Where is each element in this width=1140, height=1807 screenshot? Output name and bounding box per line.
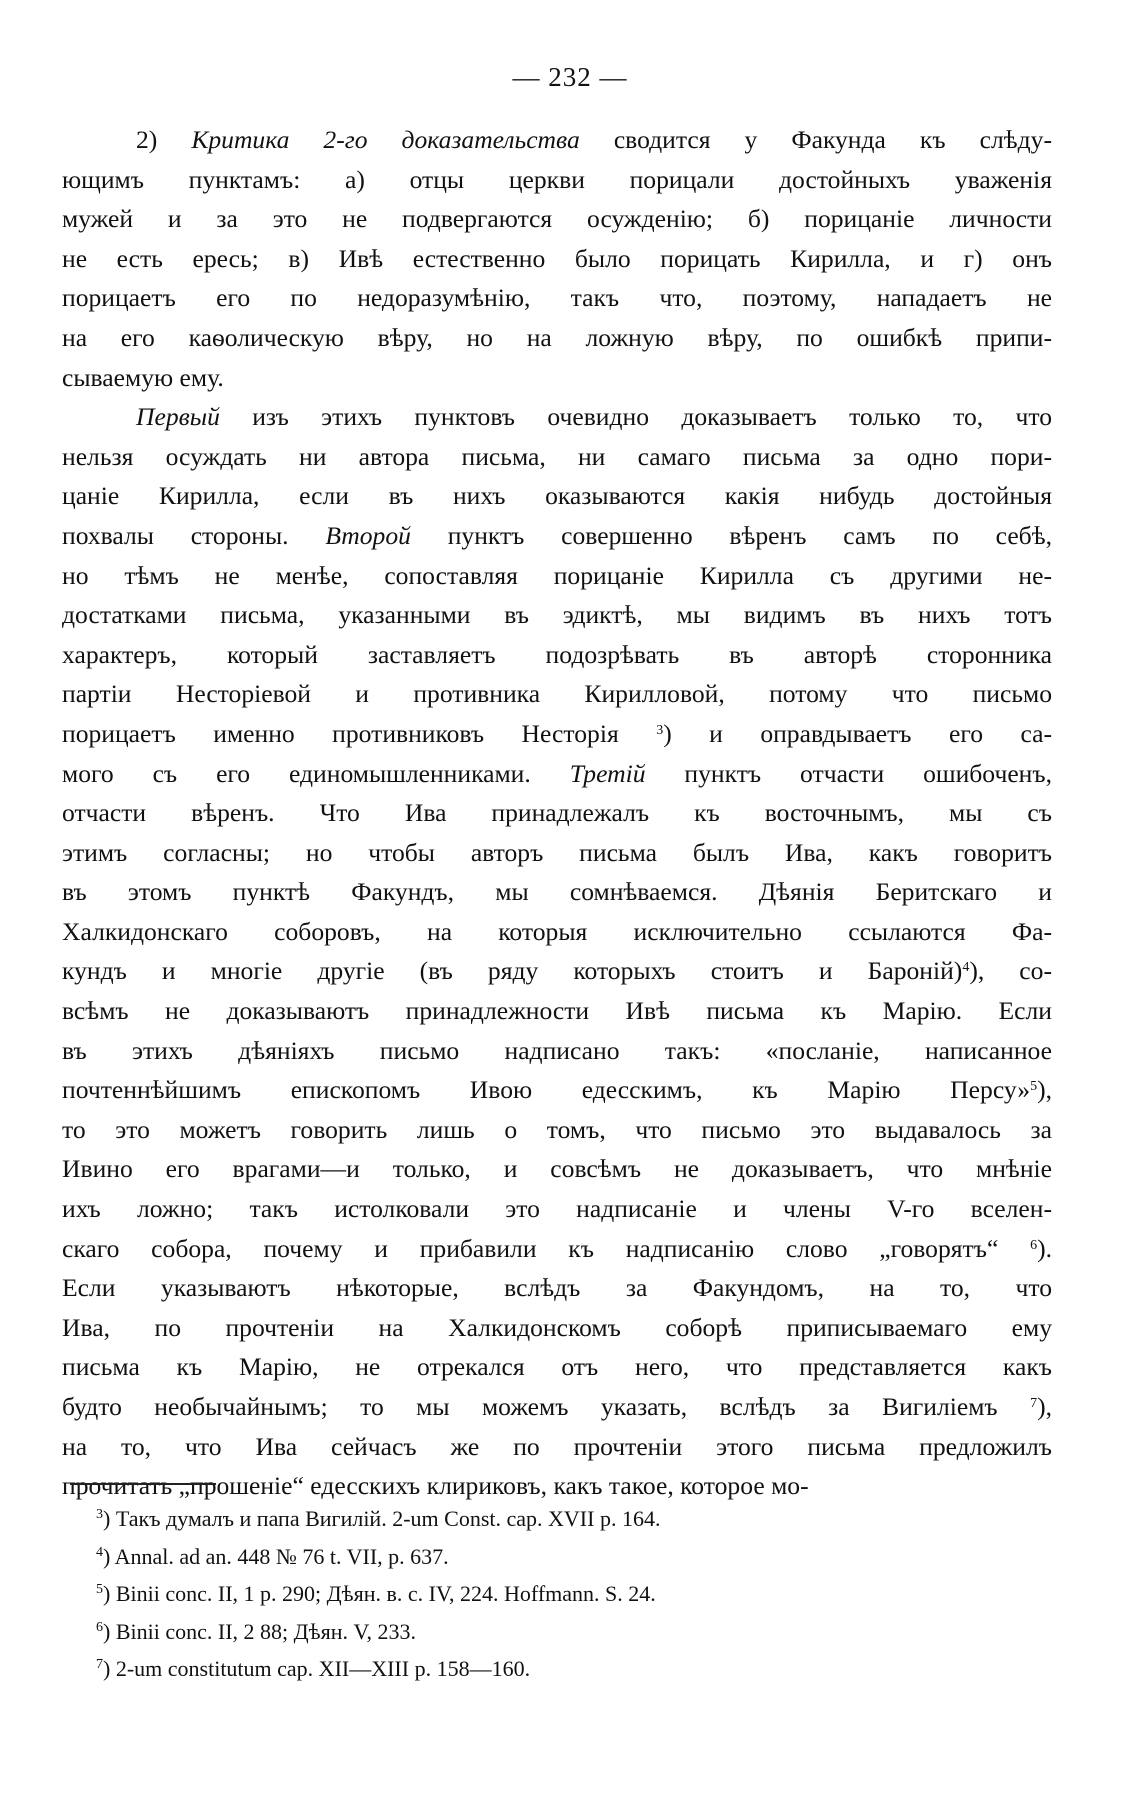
text-run: 2): [136, 125, 192, 154]
text-run: пунктъ совершенно вѣренъ самъ по себѣ,: [410, 520, 1052, 550]
footnote: [96, 1613, 996, 1651]
text-run: характеръ, который заставляетъ подозрѣвать въ авторѣ сторонника: [62, 639, 1052, 669]
text-run: всѣмъ не доказываютъ принадлежности Ивѣ письма къ Марію. Если: [62, 996, 1052, 1026]
footnote-ref: 5: [1030, 1079, 1038, 1095]
text-run: прочитать „прошеніе“ едесскихъ клириковъ, какъ такое, которое мо-: [62, 1471, 809, 1501]
footnote-ref: 4: [962, 960, 970, 976]
text-line: [62, 595, 1052, 635]
text-line: [62, 476, 1052, 516]
footnote: [96, 1650, 996, 1688]
footnote-ref: 6: [1030, 1237, 1038, 1253]
text-line: [62, 120, 1052, 160]
footnote-mark: 6: [96, 1619, 103, 1635]
text-line: [62, 714, 1052, 754]
text-run: Ивино его врагами—и только, и совсѣмъ не доказываетъ, что мнѣніе: [62, 1154, 1052, 1184]
footnote-text: ) Такъ думалъ и папа Вигилій. 2-um Const. cap. XVII p. 164.: [103, 1506, 661, 1531]
footnote-divider: [70, 1483, 216, 1485]
text-run: порицаетъ его по недоразумѣнію, такъ что, поэтому, нападаетъ не: [62, 283, 1052, 313]
text-line: [62, 833, 1052, 873]
text-run: на его каѳолическую вѣру, но на ложную вѣру, по ошибкѣ припи-: [62, 322, 1052, 352]
text-line: [62, 556, 1052, 596]
text-line: [62, 793, 1052, 833]
text-line: [62, 358, 1052, 398]
footnote-text: ) Annal. ad an. 448 № 76 t. VII, p. 637.: [103, 1543, 449, 1569]
footnote: [96, 1538, 996, 1576]
text-run: скаго собора, почему и прибавили къ надписанію слово „говорятъ“: [62, 1233, 1031, 1263]
text-line: [62, 991, 1052, 1031]
text-run: цаніе Кирилла, если въ нихъ оказываются какія нибудь достойныя: [62, 481, 1052, 511]
text-run: сываемую ему.: [62, 362, 224, 392]
text-line: [62, 951, 1052, 991]
text-line: [62, 1308, 1052, 1348]
text-line: [62, 1070, 1052, 1110]
footnote-mark: 7: [96, 1657, 103, 1672]
footnote: [96, 1575, 996, 1613]
text-run: порицаетъ именно противниковъ Несторія: [62, 718, 657, 748]
text-line: [62, 754, 1052, 794]
text-run: то это можетъ говорить лишь о томъ, что письмо это выдавалось за: [62, 1114, 1052, 1144]
text-line: [62, 437, 1052, 477]
text-run: на то, что Ива сейчасъ же по прочтеніи этого письма предложилъ: [62, 1431, 1052, 1461]
text-run: въ этомъ пунктѣ Факундъ, мы сомнѣваемся. Дѣянія Беритскаго и: [62, 877, 1052, 907]
text-run: партіи Несторіевой и противника Кирилловой, потому что письмо: [62, 679, 1052, 709]
text-run: въ этихъ дѣяніяхъ письмо надписано такъ: «посланіе, написанное: [62, 1035, 1052, 1065]
text-run: Если указываютъ нѣкоторые, вслѣдъ за Факундомъ, на то, что: [62, 1273, 1052, 1303]
footnote-ref: 7: [1030, 1396, 1038, 1411]
text-line: [62, 239, 1052, 279]
body-text: [62, 120, 1052, 1506]
text-line: [62, 278, 1052, 318]
text-line: [62, 912, 1052, 952]
footnote-text: ) 2-um constitutum cap. XII—XIII p. 158—160.: [103, 1656, 531, 1681]
text-run: будто необычайнымъ; то мы можемъ указать, вслѣдъ за Вигиліемъ: [62, 1392, 1031, 1421]
text-run: не есть ересь; в) Ивѣ естественно было порицать Кирилла, и г) онъ: [62, 243, 1052, 273]
text-run: изъ этихъ пунктовъ очевидно доказываетъ только то, что: [219, 402, 1052, 432]
text-run: нельзя осуждать ни автора письма, ни самаго письма за одно пори-: [62, 441, 1052, 471]
footnote-mark: 4: [96, 1544, 103, 1560]
text-line: [62, 318, 1052, 358]
text-line: [62, 1189, 1052, 1229]
italic-term: Первый: [136, 402, 220, 432]
text-line: [62, 1347, 1052, 1387]
footnote-text: ) Binii conc. II, 2 88; Дѣян. V, 233.: [103, 1618, 417, 1644]
italic-term: Третій: [569, 758, 646, 788]
text-run: похвалы стороны.: [62, 520, 326, 550]
text-line: [62, 397, 1052, 437]
text-line: [62, 1387, 1052, 1427]
text-run: ющимъ пунктамъ: а) отцы церкви порицали достойныхъ уваженія: [62, 164, 1052, 194]
text-run: ),: [1037, 1075, 1052, 1105]
text-run: мого съ его единомышленниками.: [62, 758, 570, 788]
footnote-text: ) Binii conc. II, 1 p. 290; Дѣян. в. с. IV, 224. Hoffmann. S. 24.: [103, 1581, 656, 1606]
footnote: [96, 1500, 996, 1538]
text-run: мужей и за это не подвергаются осужденію; б) порицаніе личности: [62, 204, 1052, 234]
footnote-mark: 5: [96, 1582, 103, 1597]
text-run: почтеннѣйшимъ епископомъ Ивою едесскимъ, къ Марію Персу»: [62, 1075, 1031, 1105]
text-run: Ива, по прочтеніи на Халкидонскомъ соборѣ приписываемаго ему: [62, 1312, 1052, 1342]
text-line: [62, 516, 1052, 556]
text-run: ).: [1037, 1233, 1052, 1263]
text-line: [62, 635, 1052, 675]
footnotes: [96, 1500, 996, 1688]
italic-term: Критика 2-го доказательства: [191, 125, 580, 154]
text-run: письма къ Марію, не отрекался отъ него, что представляется какъ: [62, 1352, 1052, 1382]
page-number: — 232 —: [512, 62, 628, 92]
text-run: ) и оправдываетъ его са-: [663, 718, 1052, 748]
text-line: [62, 872, 1052, 912]
text-run: кундъ и многіе другіе (въ ряду которыхъ стоитъ и Бароній): [62, 956, 963, 986]
text-line: [62, 199, 1052, 239]
text-run: ), со-: [969, 956, 1052, 986]
text-run: пунктъ отчасти ошибоченъ,: [645, 758, 1052, 788]
footnote-mark: 3: [96, 1507, 103, 1522]
text-run: этимъ согласны; но чтобы авторъ письма былъ Ива, какъ говоритъ: [62, 837, 1052, 867]
text-line: [62, 674, 1052, 714]
text-run: сводится у Факунда къ слѣду-: [579, 125, 1052, 154]
text-run: но тѣмъ не менѣе, сопоставляя порицаніе Кирилла съ другими не-: [62, 560, 1052, 590]
text-line: [62, 1149, 1052, 1189]
footnote-ref: 3: [656, 722, 664, 738]
text-line: [62, 1268, 1052, 1308]
text-line: [62, 160, 1052, 200]
text-run: ихъ ложно; такъ истолковали это надписаніе и члены V-го вселен-: [62, 1194, 1052, 1224]
text-run: Халкидонскаго соборовъ, на которыя исключительно ссылаются Фа-: [62, 916, 1052, 946]
text-line: [62, 1229, 1052, 1269]
text-run: достатками письма, указанными въ эдиктѣ, мы видимъ въ нихъ тотъ: [62, 600, 1052, 630]
text-line: [62, 1427, 1052, 1467]
text-run: отчасти вѣренъ. Что Ива принадлежалъ къ восточнымъ, мы съ: [62, 798, 1052, 828]
text-line: [62, 1031, 1052, 1071]
text-run: ),: [1037, 1392, 1052, 1421]
italic-term: Второй: [325, 520, 411, 550]
text-line: [62, 1110, 1052, 1150]
